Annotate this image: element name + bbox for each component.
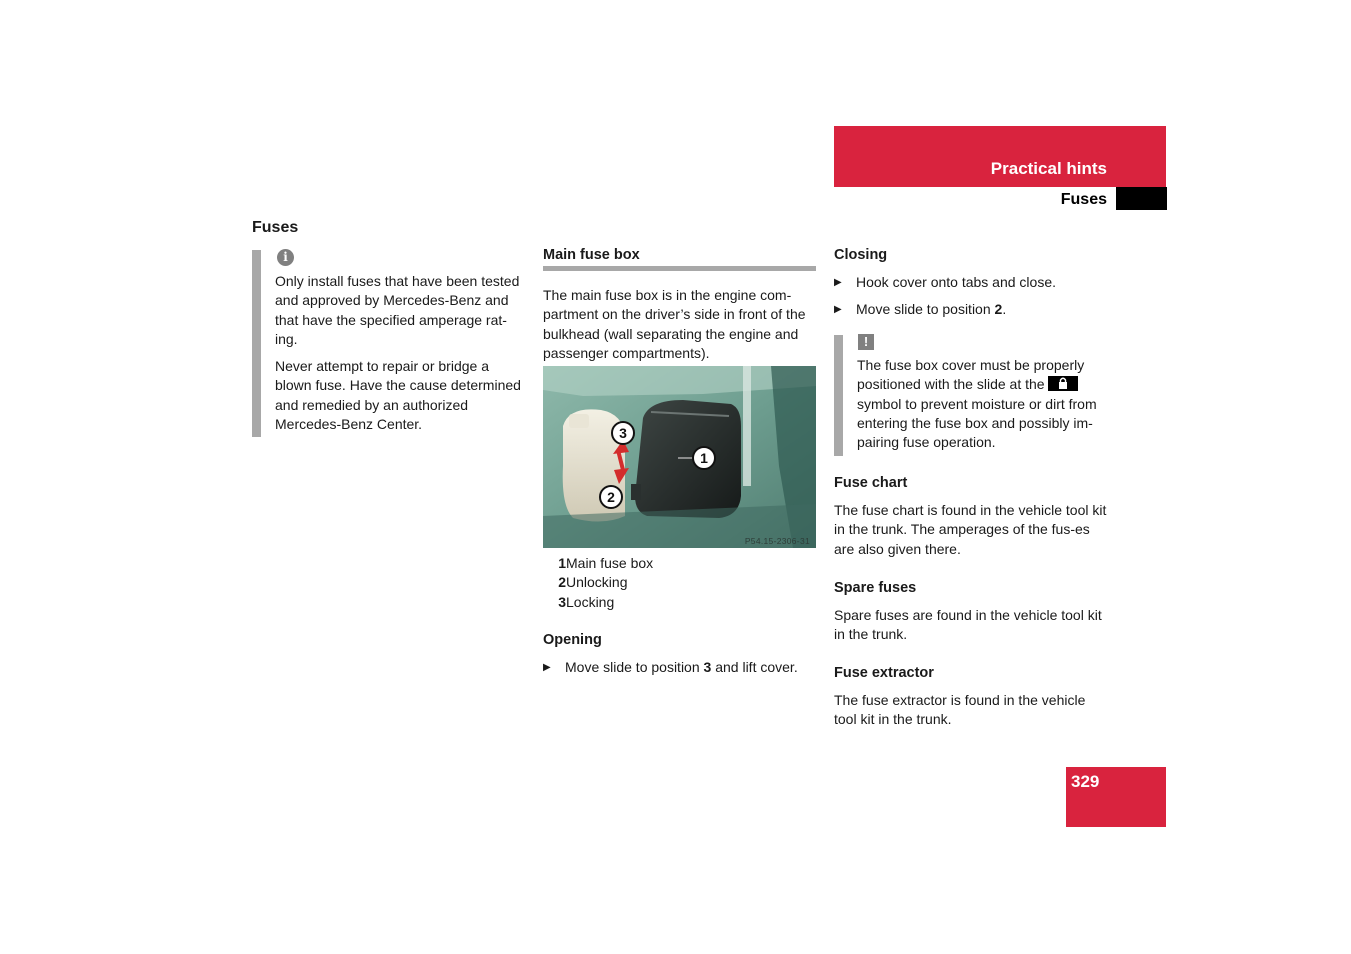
legend-label: Main fuse box	[566, 555, 654, 571]
closing-heading: Closing	[834, 247, 888, 263]
main-fuse-box-section	[543, 246, 818, 363]
section-tab-marker	[1116, 187, 1167, 210]
legend-label: Locking	[566, 593, 615, 610]
opening-step	[543, 658, 818, 677]
legend-item	[543, 593, 818, 612]
opening-step-text	[565, 658, 798, 677]
bullet-arrow-icon: ▶	[543, 662, 551, 673]
main-fuse-box-text: The main fuse box is in the engine com-partment on the driver’s side in front of the bulkhead (wall separating the engine and passenger compartments).	[543, 287, 806, 361]
fuse-extractor-text: The fuse extractor is found in the vehicle tool kit in the trunk.	[834, 692, 1086, 728]
page-title: Fuses	[252, 219, 299, 236]
section-title: Practical hints	[990, 159, 1107, 178]
closing-step-text: Hook cover onto tabs and close.	[856, 274, 1057, 290]
figure-legend	[543, 554, 818, 612]
figure-code: P54.15-2306-31	[744, 536, 810, 546]
step-text: Move slide to position	[856, 301, 995, 318]
warning-icon: !	[858, 334, 874, 350]
opening-section	[543, 631, 818, 677]
page-number: 329	[1071, 772, 1100, 791]
legend-item	[543, 554, 818, 573]
info-icon: i	[277, 249, 294, 266]
callout-2-label: 2	[607, 489, 615, 505]
info-note-paragraph: Never attempt to repair or bridge a blown fuse. Have the cause determined and remedied by an authorized Mercedes-Benz Center.	[275, 358, 521, 433]
legend-item	[543, 573, 818, 592]
warning-text: The fuse box cover must be properly positioned with the slide at the	[857, 357, 1085, 393]
warning-text: symbol to prevent moisture or dirt from entering the fuse box and possibly im-pairing fuse operation.	[857, 395, 1097, 451]
fuse-chart-heading: Fuse chart	[834, 475, 908, 491]
legend-num: 2	[558, 574, 566, 591]
legend-num: 1	[558, 555, 566, 571]
callout-1-label: 1	[700, 450, 708, 466]
closing-step-text	[856, 300, 1006, 319]
spare-fuses-text: Spare fuses are found in the vehicle tool kit in the trunk.	[834, 607, 1102, 643]
step-position: 2	[994, 301, 1003, 318]
legend-label: Unlocking	[566, 574, 628, 591]
step-position: 3	[703, 659, 712, 675]
opening-heading: Opening	[543, 632, 602, 648]
info-note-paragraph: Only install fuses that have been tested and approved by Mercedes-Benz and that have the specified amperage rat-ing.	[275, 273, 520, 347]
info-note	[275, 272, 527, 442]
main-fuse-box-heading: Main fuse box	[543, 247, 640, 263]
step-text: .	[1002, 301, 1007, 318]
fuse-box-photo	[543, 366, 816, 548]
closing-step	[834, 300, 1109, 319]
fuse-box-illustration	[543, 366, 816, 548]
callout-3-label: 3	[619, 425, 627, 441]
spare-fuses-heading: Spare fuses	[834, 580, 917, 596]
fuse-chart-section	[834, 474, 1109, 559]
fuse-chart-text: The fuse chart is found in the vehicle tool kit in the trunk. The amperages of the fus-es are also given there.	[834, 502, 1107, 557]
heading-rule	[543, 266, 816, 271]
warning-note-bar	[834, 335, 843, 456]
lock-icon-glyph	[1048, 376, 1078, 391]
step-text: Move slide to position	[565, 659, 704, 675]
fuse-extractor-heading: Fuse extractor	[834, 665, 934, 681]
bullet-arrow-icon: ▶	[834, 277, 842, 288]
legend-num: 3	[558, 593, 566, 610]
closing-step	[834, 273, 1109, 292]
subsection-title: Fuses	[1060, 191, 1107, 208]
info-note-bar	[252, 250, 261, 437]
warning-note	[857, 356, 1111, 452]
step-text: and lift cover.	[711, 659, 798, 675]
fuse-extractor-section	[834, 664, 1109, 730]
bullet-arrow-icon: ▶	[834, 304, 842, 316]
spare-fuses-section	[834, 579, 1109, 645]
lock-icon	[1048, 376, 1078, 391]
closing-section	[834, 246, 1109, 320]
